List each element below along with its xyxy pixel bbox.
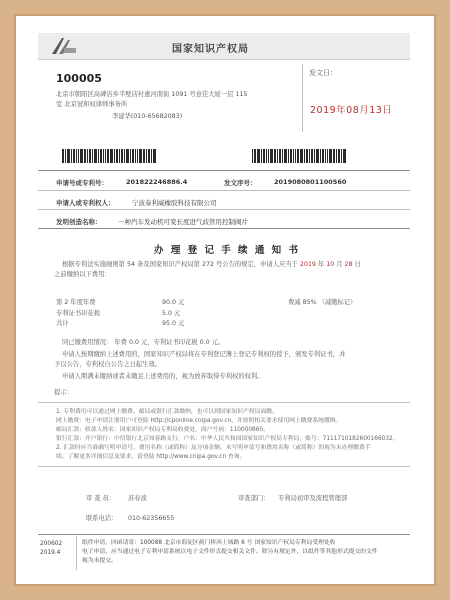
patentee: 宁波泰利威橡胶科技有限公司 [132,199,217,207]
notice-paragraph-2-cont: 予以公告，专利权自公告之日起生效。 [54,361,162,368]
remarks-line: 1. 专利费用可以通过网上缴费、邮局或银行汇款缴纳，也可以到国家知识产权局面缴。 [56,409,278,415]
notice-document [16,16,438,588]
rule-footer [38,534,410,535]
invention-title-label: 发明创造名称： [56,218,102,226]
remarks-line: 续。了解更多详细信息及要求，请登陆 http://www.cnipa.gov.cn 查询。 [56,454,246,460]
deadline-year: 2019 [299,261,316,268]
postcode: 100005 [56,72,102,85]
barcode-left [62,148,157,162]
fee-reduction-note: 费减 85% （减缴标记） [288,299,357,306]
document-number-label: 发文序号： [224,179,257,187]
notice-title: 办 理 登 记 手 续 通 知 书 [154,245,300,256]
fee-total-label: 共计 [56,320,69,327]
issue-date-label: 发文日： [309,69,337,77]
fee-stamp-tax-amount: 5.0 元 [162,310,181,317]
fee-annual-label: 第 2 年度年费 [56,299,96,306]
recipient: 李建华(010-65682083) [112,113,183,120]
rule-4 [38,402,410,403]
footer-line-2: 电子申请，应当通过电子专利申请系统以电子文件形式提交相关文件。除另有规定外，以纸件等其他形式提交的文件 [82,549,378,555]
remarks-label: 提示： [54,389,73,396]
rule-3 [38,228,410,229]
rule-1 [38,190,410,191]
application-number-label: 申请号或专利号： [56,179,108,187]
barcode-right [252,148,347,162]
rule-top [38,170,410,171]
rule-5 [38,466,410,467]
invention-title: 一种汽车发动机可变长度进气歧管用控制阀片 [118,218,248,226]
examiner-name: 苏春波 [128,495,147,502]
department: 专利局初审及流程管理部 [278,495,348,502]
address-line-2: 室 北京冠和权律师事务所 [56,101,128,108]
footer-divider [76,536,77,570]
cnipa-logo-icon [50,34,78,58]
remarks-line: 网上缴费：电子申请注册用户可登陆 http://cponline.cnipa.gov.cn，并按照相关要求使用网上缴费系统缴纳。 [56,418,342,424]
deadline-day: 28 [344,261,353,268]
contact-label: 联系电话： [86,515,118,522]
remarks-line: 邮局汇款：收款人姓名：国家知识产权局专利局收费处，商户号码：110000860。 [56,427,269,433]
footer-line-1: 纸件申请，回函请寄：100088 北京市海淀区蓟门桥西土城路 6 号 国家知识产权局专利局受理处收 [82,540,336,546]
form-version: 2019.4 [40,550,61,556]
rule-2 [38,209,410,210]
notice-paragraph-3: 申请人期满未缴纳或者未缴足上述费用的，视为放弃取得专利权的权利。 [62,373,264,380]
fee-annual-amount: 90.0 元 [162,299,185,306]
department-label: 审查部门： [238,495,270,502]
notice-paragraph-2: 申请人按期缴纳上述费用的，国家知识产权局将在专利登记簿上登记专利权的授予，颁发专利证书，并 [62,351,346,358]
address-line-1: 北京市朝阳区高碑店乡半壁店村惠河南街 1091 号意佳大厦一层 115 [56,91,248,98]
fee-total-amount: 95.0 元 [162,320,185,327]
notice-paragraph-1: 根据专利法实施细则第 54 条及国家知识产权局第 272 号公告的规定，申请人应当于 2019 年 10 月 28 日 [62,261,361,268]
contact-phone: 010-62356655 [128,515,175,522]
footer-line-3: 视为未提交。 [82,558,117,564]
deadline-month: 10 [326,261,335,268]
form-code: 200602 [40,541,63,547]
issue-date: 2019年08月13日 [310,105,393,116]
paper-sheet [14,14,436,586]
remarks-line: 2. 汇款时应当准确写明申请号、费用名称（或简称）及分项金额。未写明申请号和费用名称（或简称）的视为未办理缴费手 [56,445,371,451]
patentee-label: 申请人或专利权人： [56,199,115,207]
date-box-divider [302,64,303,132]
fee-stamp-tax-label: 专利证书印花税 [56,310,101,317]
office-name: 国家知识产权局 [172,44,249,55]
notice-paragraph-1-cont: 之前缴纳以下费用： [54,271,111,278]
examiner-label: 审 查 员： [86,495,116,502]
paid-fee-note: 同已缴费用情况： 年费 0.0 元，专利证书印花税 0.0 元。 [62,339,225,346]
application-number: 201822246886.4 [126,178,188,186]
remarks-line: 银行汇款：开户银行：中信银行北京知春路支行，户名：中华人民共和国国家知识产权局专利局，账号：7111710182600166032。 [56,436,399,442]
document-number: 2019080801100560 [274,178,347,186]
